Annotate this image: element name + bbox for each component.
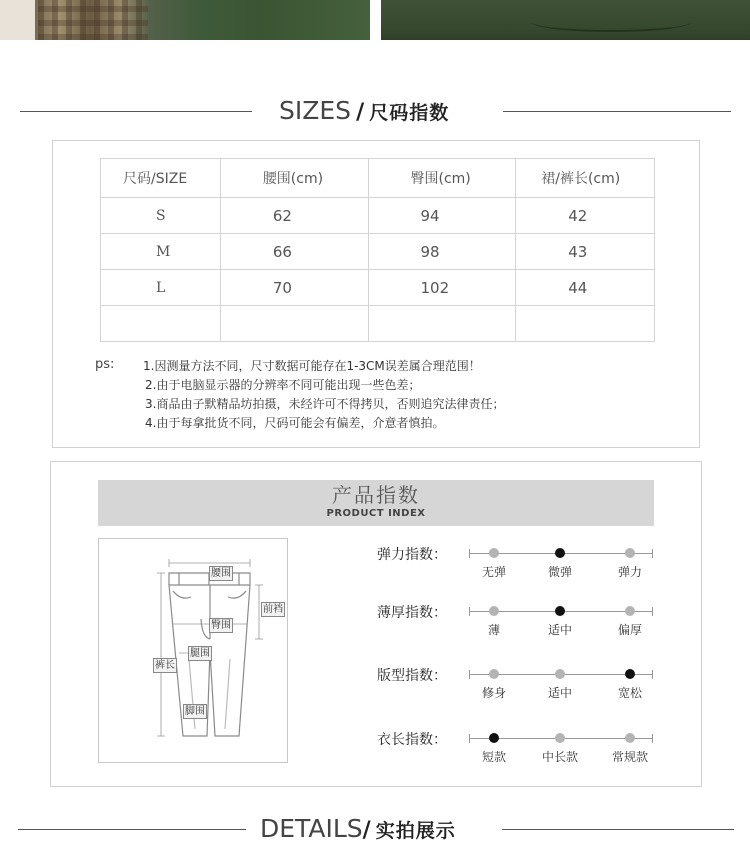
size-table-header-cell: 腰围(cm) (220, 159, 368, 198)
index-option-label: 适中 (547, 686, 573, 700)
index-option-label: 适中 (547, 623, 573, 637)
index-scale-dot (625, 606, 635, 616)
table-cell (220, 306, 368, 342)
diagram-label-hip: 臀围 (211, 620, 231, 631)
note-line: 1.因测量方法不同，尺寸数据可能存在1-3CM误差属合理范围！ (143, 359, 481, 373)
pants-measurement-diagram (98, 538, 288, 763)
sizes-heading-slash: / (356, 100, 365, 125)
sizes-heading-cn: 尺码指数 (369, 102, 450, 124)
index-row-label: 版型指数： (377, 668, 447, 684)
details-heading-cn: 实拍展示 (375, 820, 456, 842)
size-table-header-cell: 臀围(cm) (368, 159, 516, 198)
index-scale-dot (625, 733, 635, 743)
diagram-label-length: 裤长 (155, 660, 175, 671)
index-option-label: 无弹 (481, 565, 507, 579)
details-heading (0, 809, 750, 849)
index-scale-dot (489, 548, 499, 558)
table-cell: 66 (220, 234, 368, 270)
notes-ps-label: ps: (95, 357, 115, 372)
diagram-label-thigh: 腿围 (190, 648, 210, 659)
index-option-label: 弹力 (617, 565, 643, 579)
index-row-label: 衣长指数： (377, 732, 447, 748)
index-option-label: 常规款 (611, 750, 649, 764)
product-index-title-cn: 产品指数 (332, 483, 420, 507)
index-row-elasticity (377, 544, 657, 584)
table-cell: 62 (220, 198, 368, 234)
table-cell: 102 (368, 270, 516, 306)
table-row (101, 270, 655, 306)
table-row (101, 234, 655, 270)
table-cell: L (101, 270, 221, 306)
product-photo-right (381, 0, 750, 40)
sizes-heading (0, 91, 750, 131)
table-cell (101, 306, 221, 342)
table-row (101, 198, 655, 234)
table-cell: S (101, 198, 221, 234)
table-cell: 70 (220, 270, 368, 306)
index-row-fit (377, 665, 657, 705)
index-option-label: 短款 (481, 750, 507, 764)
index-scale-dot (555, 669, 565, 679)
index-scale-dot (625, 669, 635, 679)
index-option-label: 中长款 (541, 750, 579, 764)
index-scale-dot (555, 733, 565, 743)
index-scale-dot (625, 548, 635, 558)
table-cell: 44 (516, 270, 655, 306)
index-scale-dot (555, 548, 565, 558)
diagram-label-hem: 脚围 (185, 706, 205, 717)
table-cell: 98 (368, 234, 516, 270)
index-row-label: 弹力指数： (377, 547, 447, 563)
product-photo-strip (0, 0, 750, 40)
index-row-thickness (377, 602, 657, 642)
index-row-length (377, 729, 657, 769)
table-row (101, 306, 655, 342)
index-scale-dot (555, 606, 565, 616)
index-scale-dot (489, 606, 499, 616)
table-cell: M (101, 234, 221, 270)
index-row-label: 薄厚指数： (377, 605, 447, 621)
index-option-label: 偏厚 (617, 623, 643, 637)
index-scale-dot (489, 733, 499, 743)
index-option-label: 修身 (481, 686, 507, 700)
size-table-header-cell: 尺码/SIZE (101, 159, 221, 198)
details-heading-slash: / (362, 818, 371, 843)
product-index-panel (50, 461, 702, 787)
table-cell (368, 306, 516, 342)
size-table-header-row (101, 159, 655, 198)
note-line: 4.由于每拿批货不同，尺码可能会有偏差，介意者慎拍。 (145, 416, 445, 430)
table-cell: 94 (368, 198, 516, 234)
diagram-label-front-rise: 前裆 (263, 604, 283, 615)
product-index-banner (98, 480, 654, 526)
product-index-title-en: PRODUCT INDEX (326, 508, 426, 519)
index-scale-dot (489, 669, 499, 679)
table-cell (516, 306, 655, 342)
details-heading-en: DETAILS (260, 814, 363, 843)
size-table-header-cell: 裙/裤长(cm) (516, 159, 655, 198)
product-photo-left (0, 0, 370, 40)
note-line: 2.由于电脑显示器的分辨率不同可能出现一些色差； (145, 378, 421, 392)
table-cell: 42 (516, 198, 655, 234)
sizes-heading-en: SIZES (279, 96, 352, 125)
index-option-label: 微弹 (547, 565, 573, 579)
size-chart-panel (52, 140, 700, 448)
size-table (100, 158, 655, 342)
diagram-label-waist: 腰围 (211, 568, 231, 579)
table-cell: 43 (516, 234, 655, 270)
index-option-label: 薄 (487, 623, 501, 637)
note-line: 3.商品由子默精品坊拍摄，未经许可不得拷贝，否则追究法律责任； (145, 397, 505, 411)
index-option-label: 宽松 (617, 686, 643, 700)
